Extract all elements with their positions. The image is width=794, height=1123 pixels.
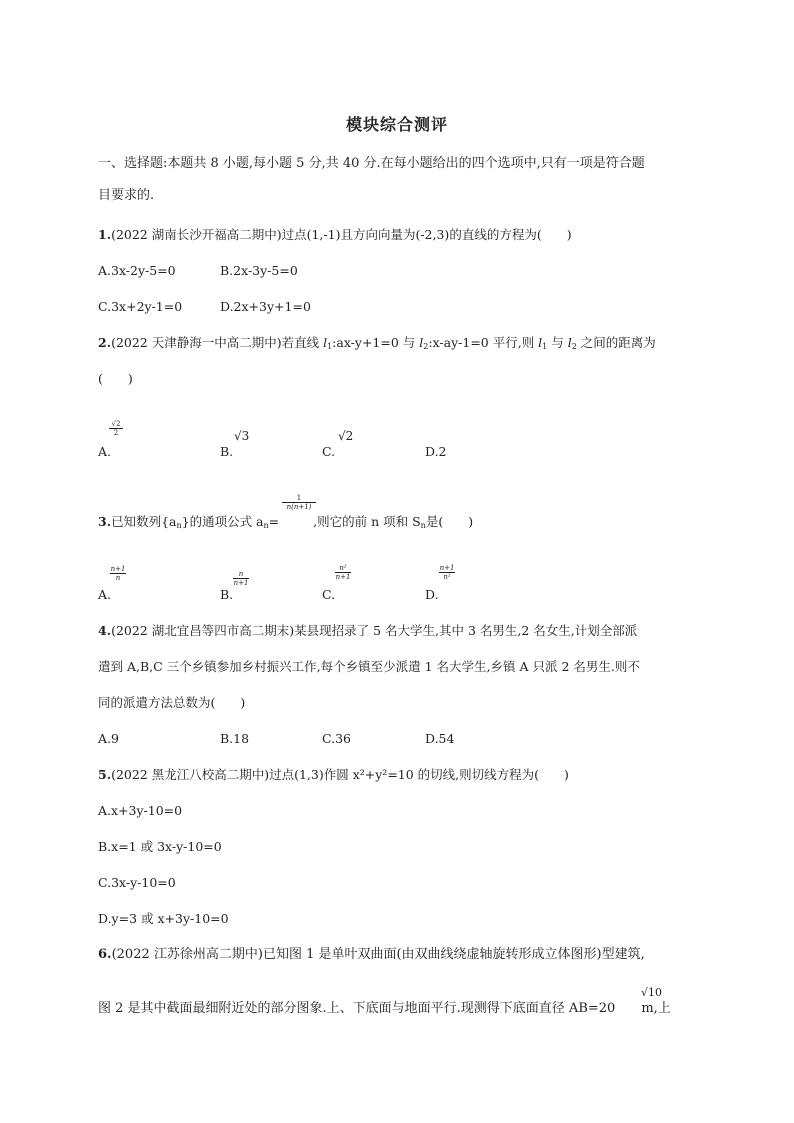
question-5-option-d: D.y=3 或 x+3y-10=0 xyxy=(98,911,229,926)
question-4-option-c: C.36 xyxy=(322,731,351,746)
question-3-number: 3. xyxy=(98,514,112,529)
question-3-option-a-numerator: n+1 xyxy=(110,565,126,573)
question-3-formula-fraction xyxy=(282,494,316,511)
question-3-text-a: 已知数列{a xyxy=(111,514,177,529)
question-2-text-a: (2022 天津静海一中高二期中)若直线 xyxy=(111,335,324,350)
question-1-option-d: D.2x+3y+1=0 xyxy=(220,299,311,314)
question-3-subscript-1: n xyxy=(176,521,182,530)
question-2-text-e: 之间的距离为 xyxy=(576,335,656,350)
question-5-option-c: C.3x-y-10=0 xyxy=(98,875,176,890)
question-3-text-d: ,则它的前 n 项和 S xyxy=(313,514,421,529)
question-6-line-2 xyxy=(98,1001,671,1017)
line-l2-subscript: 2 xyxy=(423,342,429,351)
question-3-text-b: }的通项公式 a xyxy=(181,514,264,529)
question-2-option-a-label: A. xyxy=(98,444,112,459)
question-3-formula-numerator: 1 xyxy=(282,494,316,503)
question-2-option-a-numerator: √2 xyxy=(109,420,123,429)
question-2-text-b: :ax-y+1=0 与 xyxy=(332,335,420,350)
question-3-option-c-fraction xyxy=(335,564,351,581)
question-2-option-b-value: √3 xyxy=(234,429,250,443)
question-3-subscript-3: n xyxy=(420,521,426,530)
question-4-option-b: B.18 xyxy=(220,731,250,746)
question-3-text-e: 是( ) xyxy=(425,514,474,529)
section-instructions-line-1: 一、选择题:本题共 8 小题,每小题 5 分,共 40 分.在每小题给出的四个选项中,只有一项是符合题 xyxy=(98,156,645,171)
question-4-line-3: 同的派遣方法总数为( ) xyxy=(98,695,246,710)
question-5-number: 5. xyxy=(98,767,112,782)
line-l1-subscript-ref: 1 xyxy=(542,342,548,351)
question-3-option-b-numerator: n xyxy=(233,570,249,579)
question-2-option-b-label: B. xyxy=(220,444,234,459)
question-6-text-1: (2022 江苏徐州高二期中)已知图 1 是单叶双曲面(由双曲线绕虚轴旋转形成立体图形)型建筑, xyxy=(111,947,645,962)
section-instructions-line-2: 目要求的. xyxy=(98,188,155,203)
question-6-root-ten: √10 xyxy=(641,986,663,999)
question-5-option-a: A.x+3y-10=0 xyxy=(98,803,183,818)
question-4-number: 4. xyxy=(98,623,112,638)
question-6-text-2b: m,上 xyxy=(641,1001,671,1016)
question-5-text: (2022 黑龙江八校高二期中)过点(1,3)作圆 x²+y²=10 的切线,则切线方程为( ) xyxy=(111,767,569,782)
question-4-option-d: D.54 xyxy=(425,731,455,746)
question-3-option-c-numerator: n² xyxy=(335,564,351,573)
question-6-line-1 xyxy=(98,947,645,963)
question-4-line-1 xyxy=(98,623,637,639)
question-3-option-b-fraction xyxy=(233,570,249,587)
question-3-subscript-2: n xyxy=(263,521,269,530)
page-title: 模块综合测评 xyxy=(345,115,448,134)
question-3-option-b-label: B. xyxy=(220,587,234,602)
question-6-number: 6. xyxy=(98,947,112,962)
question-3 xyxy=(98,514,473,534)
line-l1-symbol-ref: l xyxy=(538,335,543,350)
line-l2-symbol-ref: l xyxy=(567,335,572,350)
line-l1-subscript: 1 xyxy=(327,342,333,351)
question-2-text-d: 与 xyxy=(547,335,568,350)
line-l2-symbol: l xyxy=(419,335,424,350)
question-1 xyxy=(98,227,572,243)
question-2-text-c: :x-ay-1=0 平行,则 xyxy=(428,335,539,350)
question-3-option-d-numerator: n+1 xyxy=(439,564,455,572)
question-4-line-2: 遣到 A,B,C 三个乡镇参加乡村振兴工作,每个乡镇至少派遣 1 名大学生,乡镇 A 只派 2 名男生.则不 xyxy=(98,659,640,674)
question-1-option-c: C.3x+2y-1=0 xyxy=(98,299,183,314)
question-1-option-a: A.3x-2y-5=0 xyxy=(98,263,176,278)
question-3-option-d-label: D. xyxy=(425,587,439,602)
question-1-number: 1. xyxy=(98,227,112,242)
question-3-option-c-label: C. xyxy=(322,587,336,602)
question-3-option-c-denominator: n+1 xyxy=(335,573,351,581)
question-5-option-b: B.x=1 或 3x-y-10=0 xyxy=(98,839,222,854)
question-2-number: 2. xyxy=(98,335,112,350)
question-3-text-c: = xyxy=(268,514,280,529)
question-3-option-a-fraction xyxy=(110,565,126,582)
question-1-text: (2022 湖南长沙开福高二期中)过点(1,-1)且方向向量为(-2,3)的直线的方程为( ) xyxy=(111,227,572,242)
question-2-paren: ( ) xyxy=(98,371,133,386)
question-2 xyxy=(98,335,656,355)
question-2-option-d: D.2 xyxy=(425,444,447,459)
question-2-option-a-denominator: 2 xyxy=(113,429,119,437)
question-2-option-c-value: √2 xyxy=(338,429,354,443)
question-3-formula-denominator: n(n+1) xyxy=(286,503,312,511)
question-5 xyxy=(98,767,569,783)
question-4-option-a: A.9 xyxy=(98,731,119,746)
question-3-option-d-denominator: n² xyxy=(443,573,451,581)
question-4-text-1: (2022 湖北宜昌等四市高二期末)某县现招录了 5 名大学生,其中 3 名男生,2 名女生,计划全部派 xyxy=(111,623,638,638)
question-3-option-a-label: A. xyxy=(98,587,112,602)
question-2-option-a-fraction xyxy=(109,420,123,437)
question-6-text-2a: 图 2 是其中截面最细附近处的部分图象.上、下底面与地面平行.现测得下底面直径 AB=20 xyxy=(98,1001,616,1016)
line-l1-symbol: l xyxy=(323,335,328,350)
question-3-option-b-denominator: n+1 xyxy=(233,579,249,587)
question-1-option-b: B.2x-3y-5=0 xyxy=(220,263,298,278)
question-3-option-a-denominator: n xyxy=(115,574,121,582)
question-3-option-d-fraction xyxy=(439,564,455,581)
question-2-option-c-label: C. xyxy=(322,444,336,459)
line-l2-subscript-ref: 2 xyxy=(571,342,577,351)
